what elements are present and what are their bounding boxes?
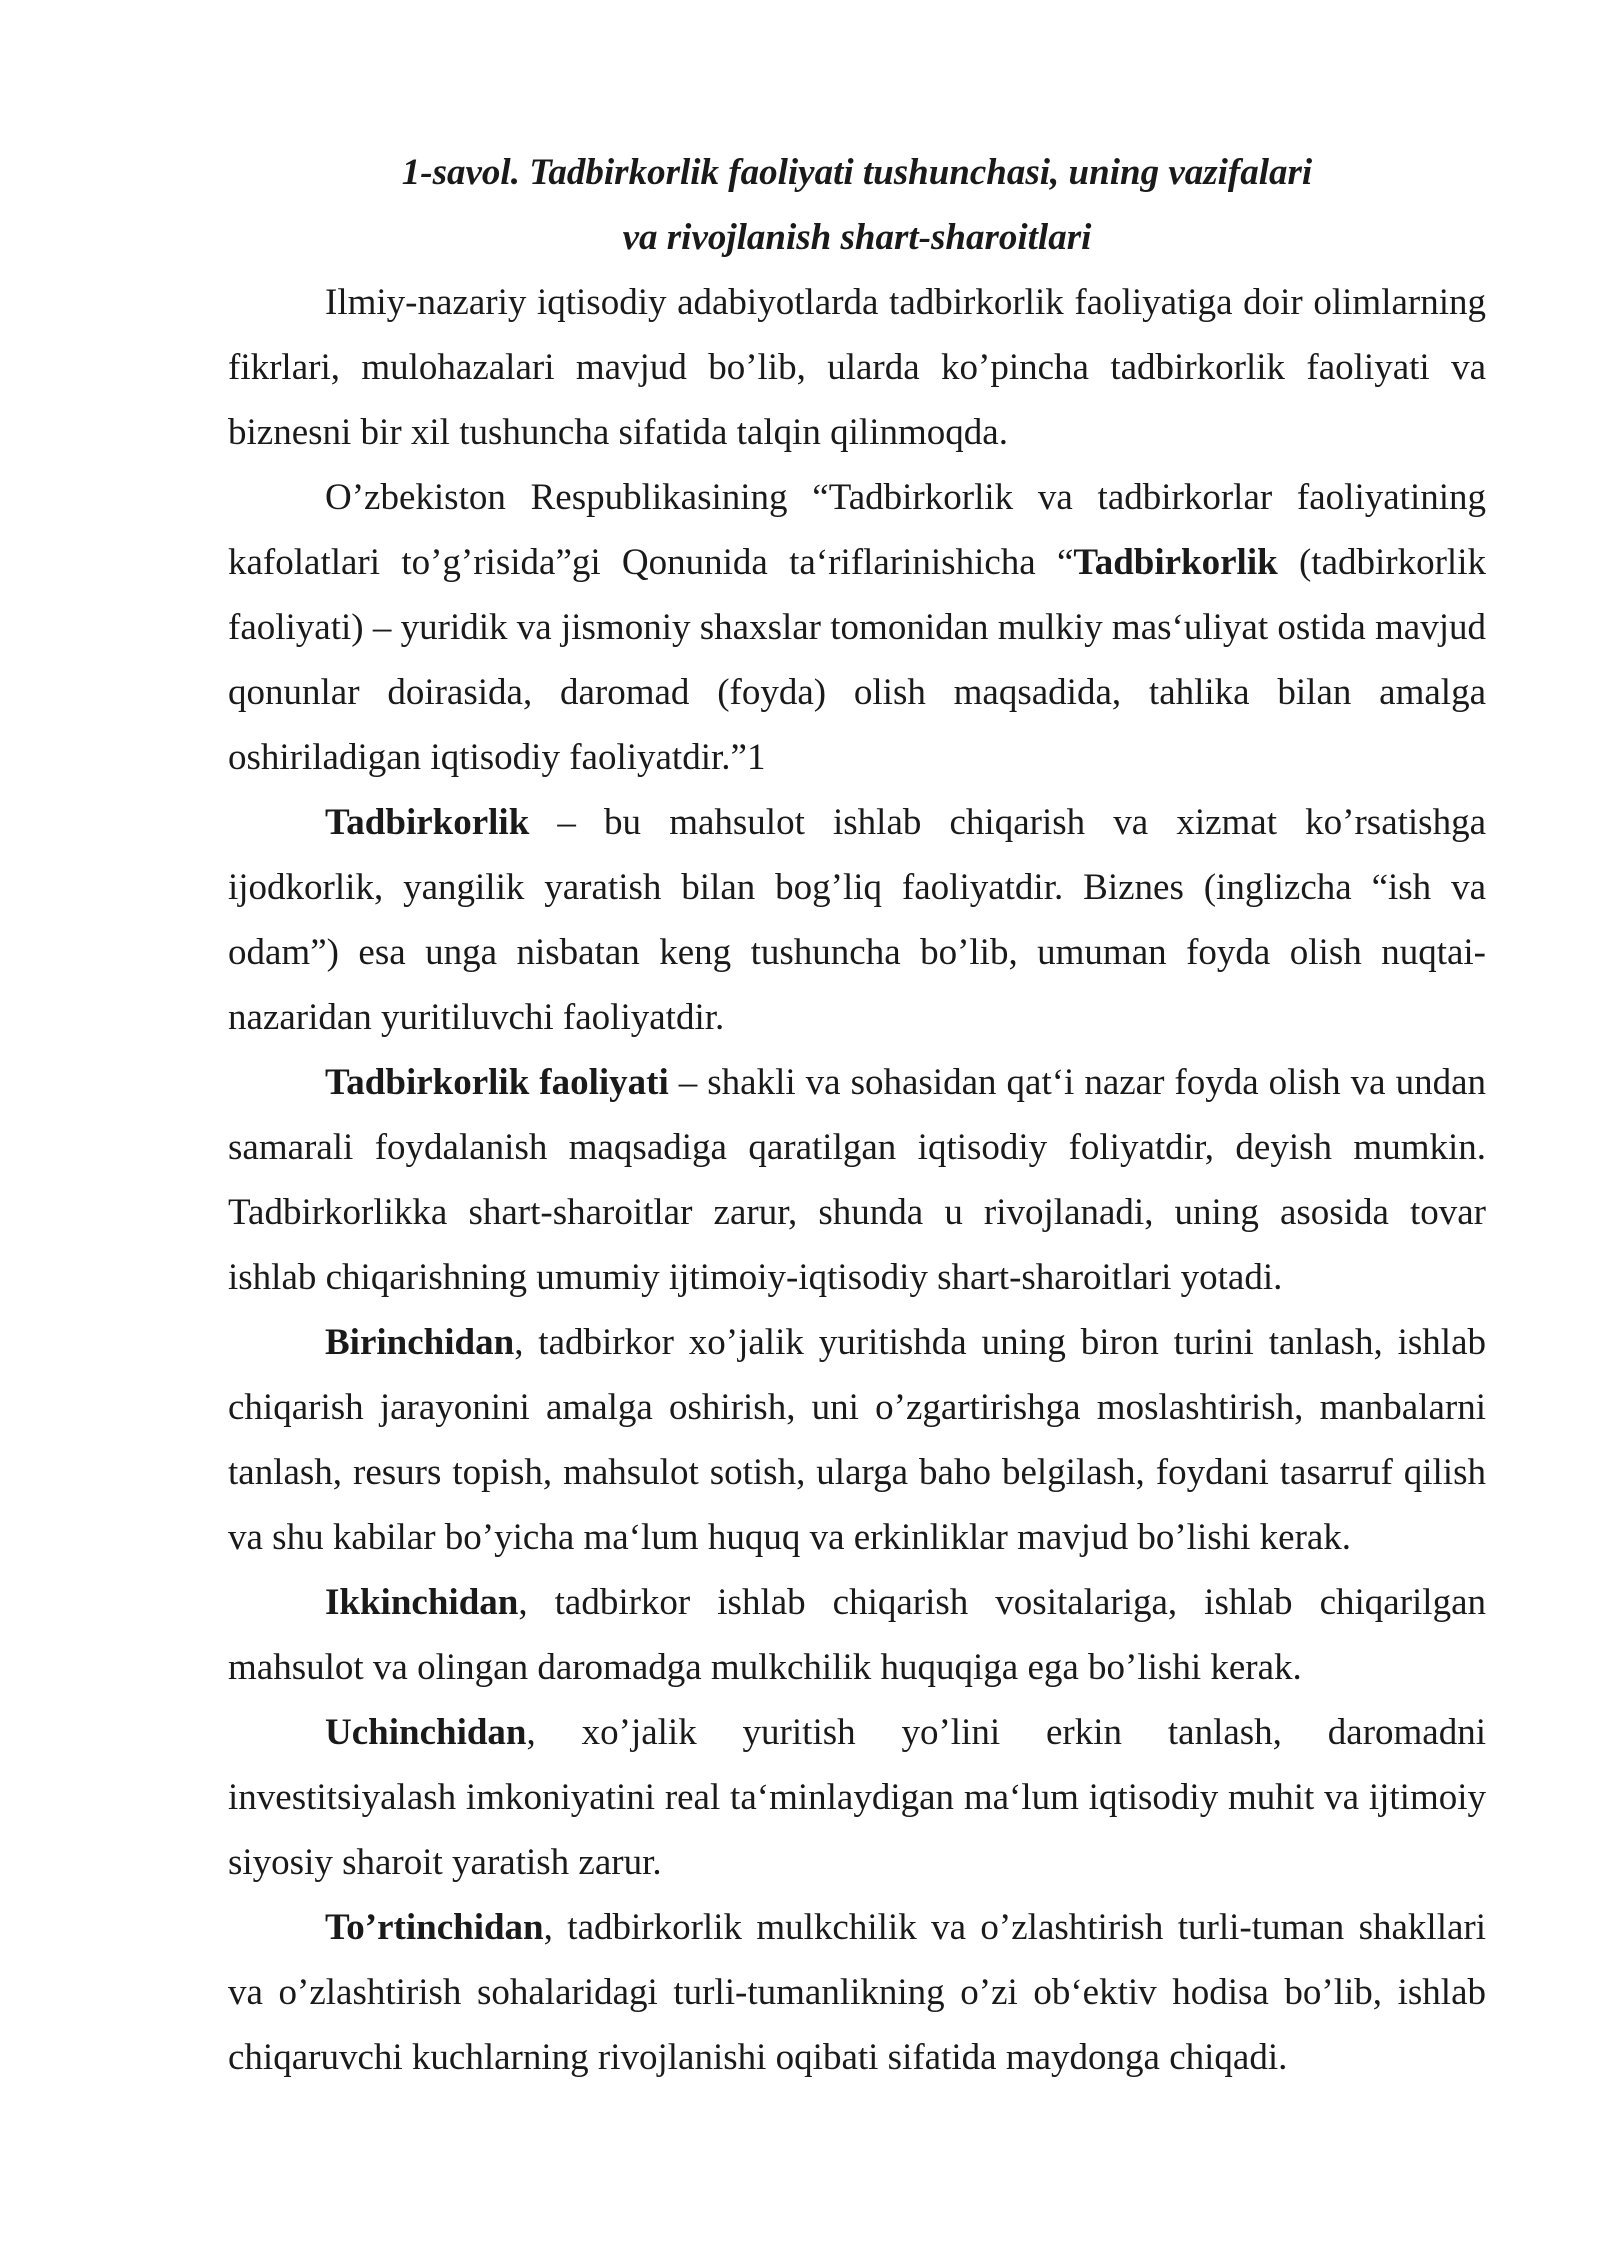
document-page: [228, 140, 1486, 2090]
bold-term: Tadbirkorlik: [325, 802, 530, 843]
paragraph-3: Tadbirkorlik – bu mahsulot ishlab chiqarish va xizmat ko’rsatishga ijodkorlik, yangilik yaratish bilan bog’liq faoliyatdir. Biznes (inglizcha “ish va odam”) esa unga nisbatan keng tushuncha bo’lib, umuman foyda olish nuqtai-nazaridan yuritiluvchi faoliyatdir.: [228, 802, 1486, 1038]
bold-term: Uchinchidan: [325, 1712, 527, 1753]
title-line-2: va rivojlanish shart-sharoitlari: [622, 217, 1092, 258]
paragraph-4: Tadbirkorlik faoliyati – shakli va sohasidan qat‘i nazar foyda olish va undan samarali foydalanish maqsadiga qaratilgan iqtisodiy foliyatdir, deyish mumkin. Tadbirkorlikka shart-sharoitlar zarur, shunda u rivojlanadi, uning asosida tovar ishlab chiqarishning umumiy ijtimoiy-iqtisodiy shart-sharoitlari yotadi.: [228, 1062, 1486, 1298]
paragraph-8: To’rtinchidan, tadbirkorlik mulkchilik va o’zlashtirish turli-tuman shakllari va o’zlashtirish sohalaridagi turli-tumanlikning o’zi ob‘ektiv hodisa bo’lib, ishlab chiqaruvchi kuchlarning rivojlanishi oqibati sifatida maydonga chiqadi.: [228, 1907, 1486, 2078]
paragraph-2: O’zbekiston Respublikasining “Tadbirkorlik va tadbirkorlar faoliyatining kafolatlari to’g’risida”gi Qonunida ta‘riflarinishicha “Tadbirkorlik (tadbirkorlik faoliyati) – yuridik va jismoniy shaxslar tomonidan mulkiy mas‘uliyat ostida mavjud qonunlar doirasida, daromad (foyda) olish maqsadida, tahlika bilan amalga oshiriladigan iqtisodiy faoliyatdir.”1: [228, 477, 1486, 778]
document-title: [228, 140, 1486, 270]
paragraph-7: Uchinchidan, xo’jalik yuritish yo’lini erkin tanlash, daromadni investitsiyalash imkoniyatini real ta‘minlaydigan ma‘lum iqtisodiy muhit va ijtimoiy siyosiy sharoit yaratish zarur.: [228, 1712, 1486, 1883]
title-line-1: 1-savol. Tadbirkorlik faoliyati tushunchasi, uning vazifalari: [401, 152, 1313, 193]
paragraph-5: Birinchidan, tadbirkor xo’jalik yuritishda uning biron turini tanlash, ishlab chiqarish jarayonini amalga oshirish, uni o’zgartirishga moslashtirish, manbalarni tanlash, resurs topish, mahsulot sotish, ularga baho belgilash, foydani tasarruf qilish va shu kabilar bo’yicha ma‘lum huquq va erkinliklar mavjud bo’lishi kerak.: [228, 1322, 1486, 1558]
bold-term: To’rtinchidan: [325, 1907, 544, 1948]
paragraph-1: Ilmiy-nazariy iqtisodiy adabiyotlarda tadbirkorlik faoliyatiga doir olimlarning fikrlari, mulohazalari mavjud bo’lib, ularda ko’pincha tadbirkorlik faoliyati va biznesni bir xil tushuncha sifatida talqin qilinmoqda.: [228, 282, 1486, 453]
bold-term: Birinchidan: [325, 1322, 515, 1363]
paragraph-6: Ikkinchidan, tadbirkor ishlab chiqarish vositalariga, ishlab chiqarilgan mahsulot va olingan daromadga mulkchilik huquqiga ega bo’lishi kerak.: [228, 1582, 1486, 1688]
bold-term: Tadbirkorlik: [1073, 542, 1278, 583]
bold-term: Ikkinchidan: [325, 1582, 519, 1623]
bold-term: Tadbirkorlik faoliyati: [325, 1062, 669, 1103]
